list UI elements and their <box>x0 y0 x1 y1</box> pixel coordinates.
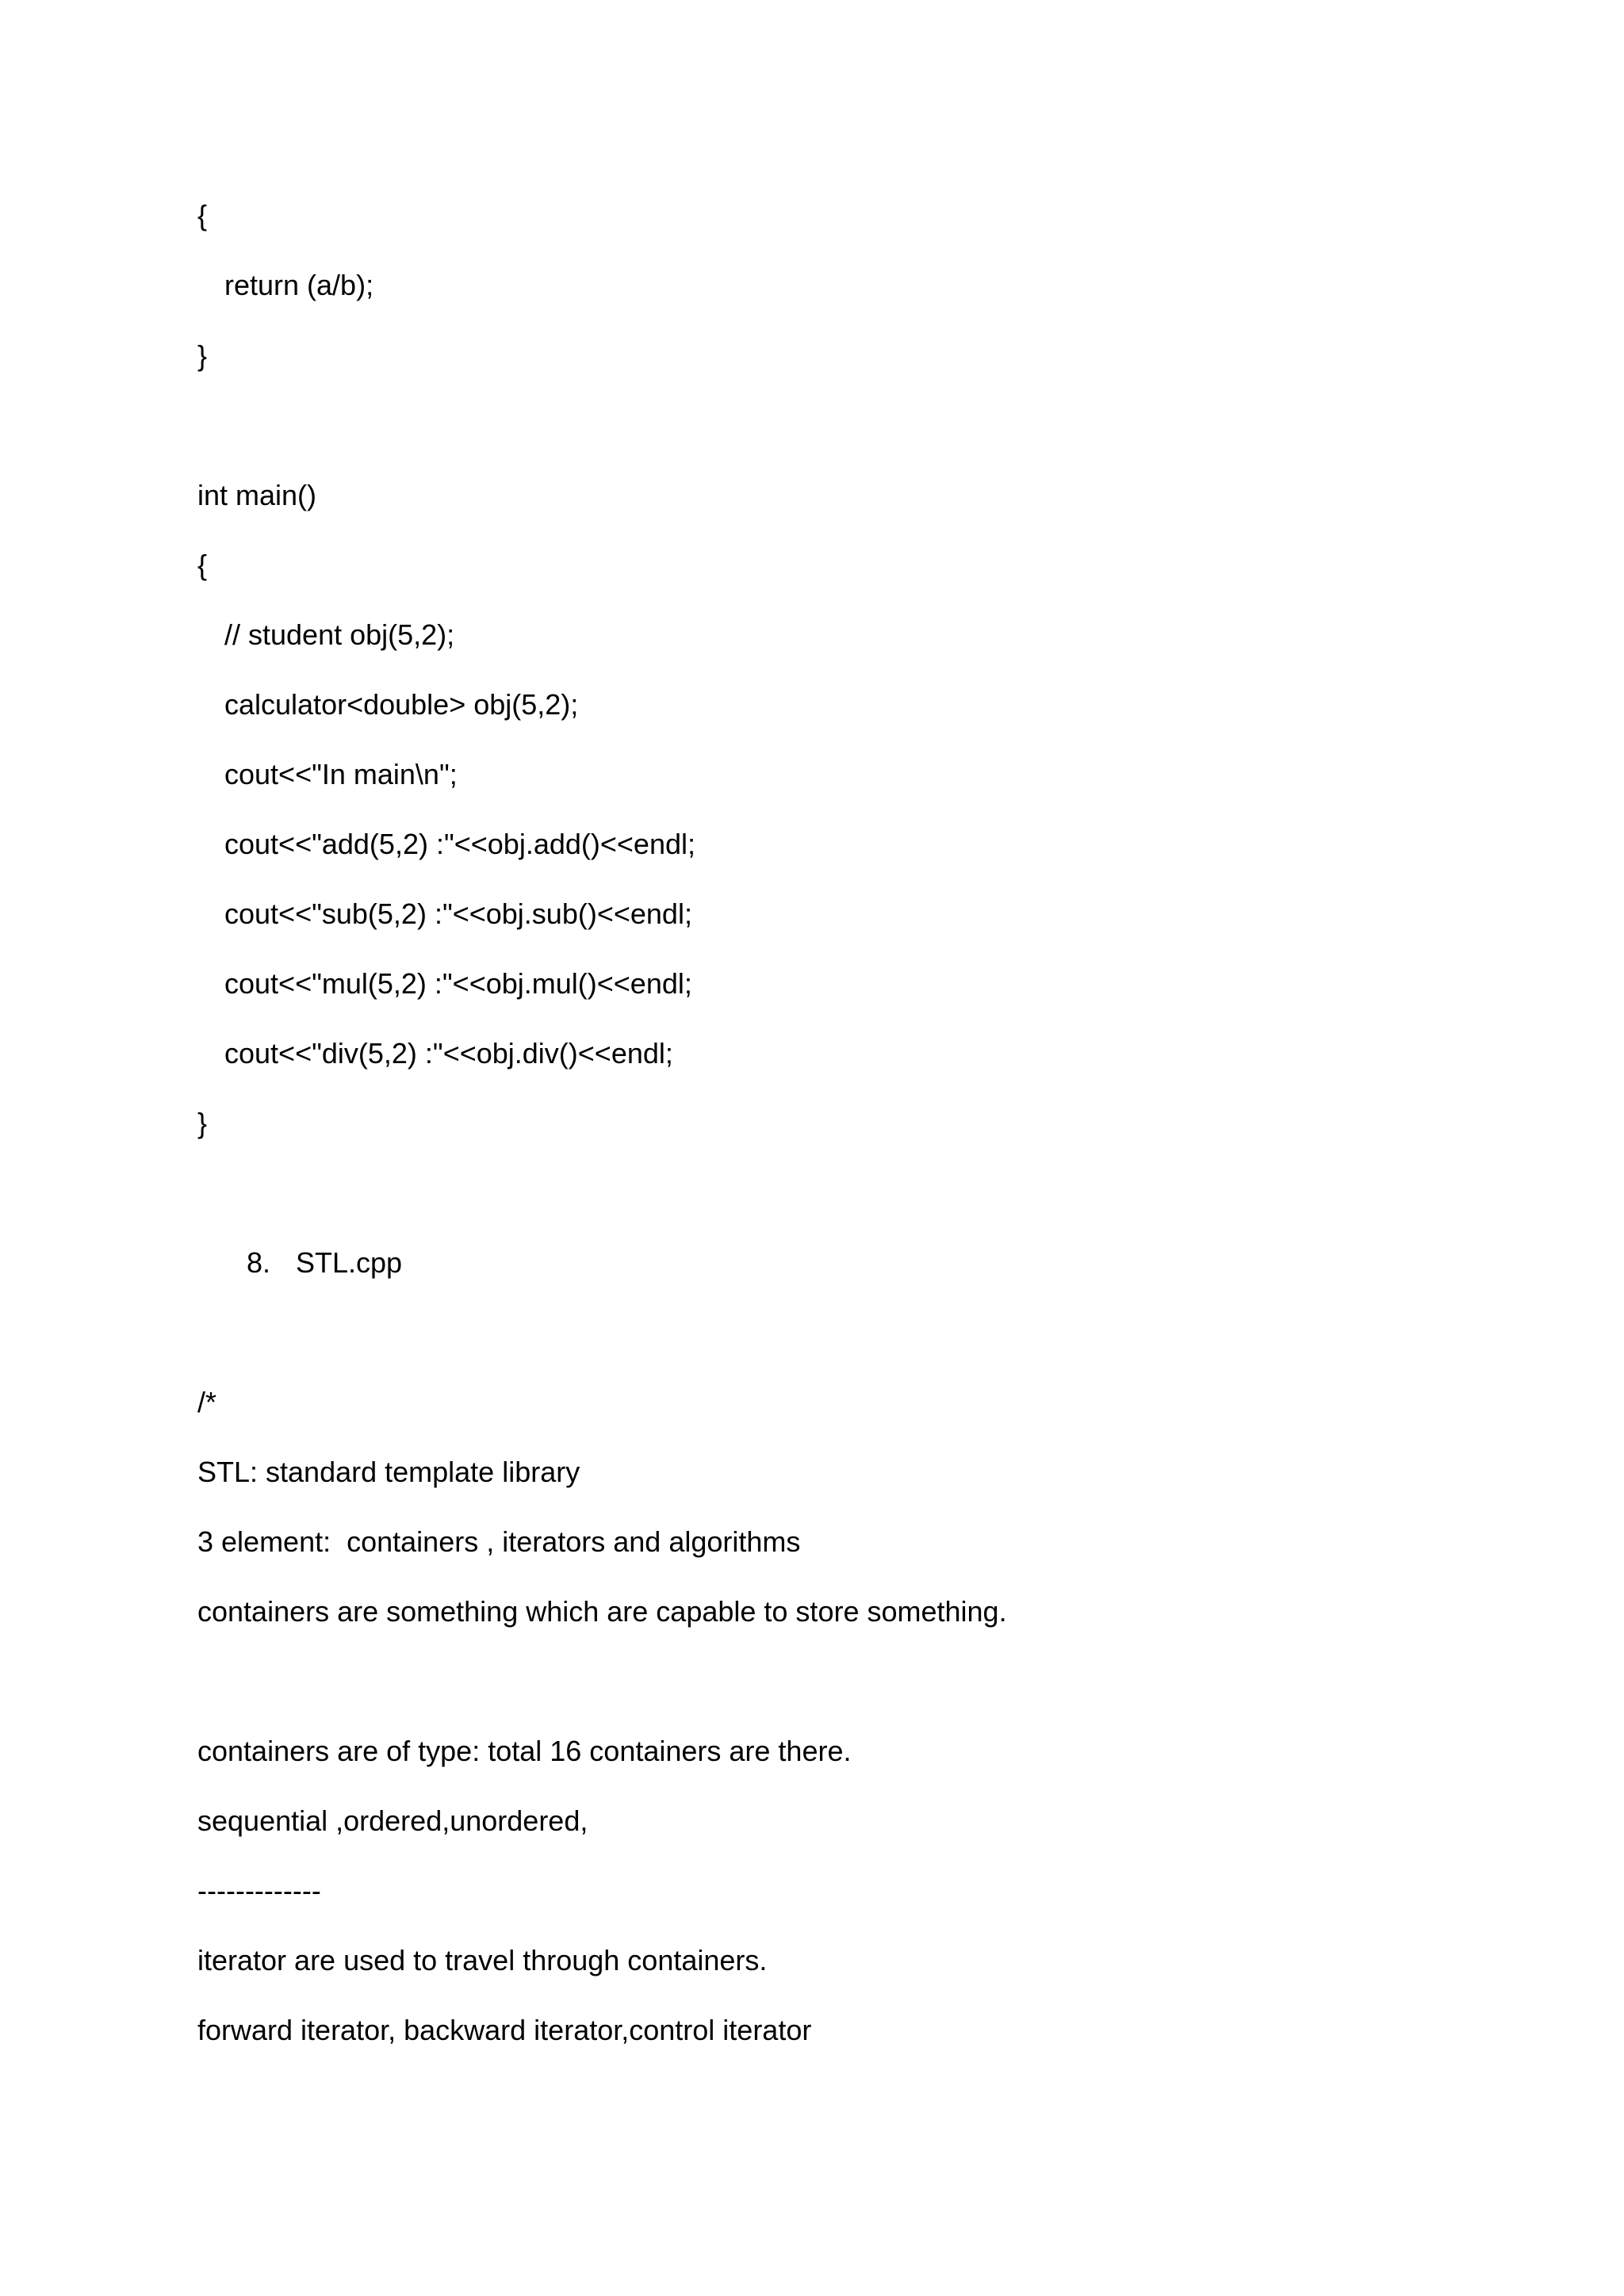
close-brace: } <box>197 339 208 372</box>
stl-elements-line: 3 element: containers , iterators and algorithms <box>197 1525 801 1558</box>
section-filename: STL.cpp <box>296 1246 403 1279</box>
return-line: return (a/b); <box>224 269 374 301</box>
comment-line: // student obj(5,2); <box>224 618 455 651</box>
comment-open: /* <box>197 1386 217 1418</box>
section-number: 8. <box>247 1246 271 1279</box>
cout-div-line: cout<<"div(5,2) :"<<obj.div()<<endl; <box>224 1037 673 1070</box>
cout-sub-line: cout<<"sub(5,2) :"<<obj.sub()<<endl; <box>224 897 692 930</box>
main-signature: int main() <box>197 479 317 511</box>
iterator-definition-line: iterator are used to travel through containers. <box>197 1944 768 1976</box>
container-categories-line: sequential ,ordered,unordered, <box>197 1804 588 1837</box>
declaration-line: calculator<double> obj(5,2); <box>224 688 579 721</box>
open-brace: { <box>197 199 208 232</box>
main-open-brace: { <box>197 549 208 581</box>
separator-line: ------------- <box>197 1874 321 1907</box>
section-heading <box>247 1246 402 1280</box>
main-close-brace: } <box>197 1107 208 1139</box>
cout-main-line: cout<<"In main\n"; <box>224 758 458 790</box>
iterator-types-line: forward iterator, backward iterator,control iterator <box>197 2014 812 2046</box>
containers-definition-line: containers are something which are capable to store something. <box>197 1595 1007 1628</box>
containers-types-line: containers are of type: total 16 containers are there. <box>197 1735 852 1767</box>
stl-definition-line: STL: standard template library <box>197 1456 580 1488</box>
cout-add-line: cout<<"add(5,2) :"<<obj.add()<<endl; <box>224 828 695 860</box>
cout-mul-line: cout<<"mul(5,2) :"<<obj.mul()<<endl; <box>224 967 692 1000</box>
